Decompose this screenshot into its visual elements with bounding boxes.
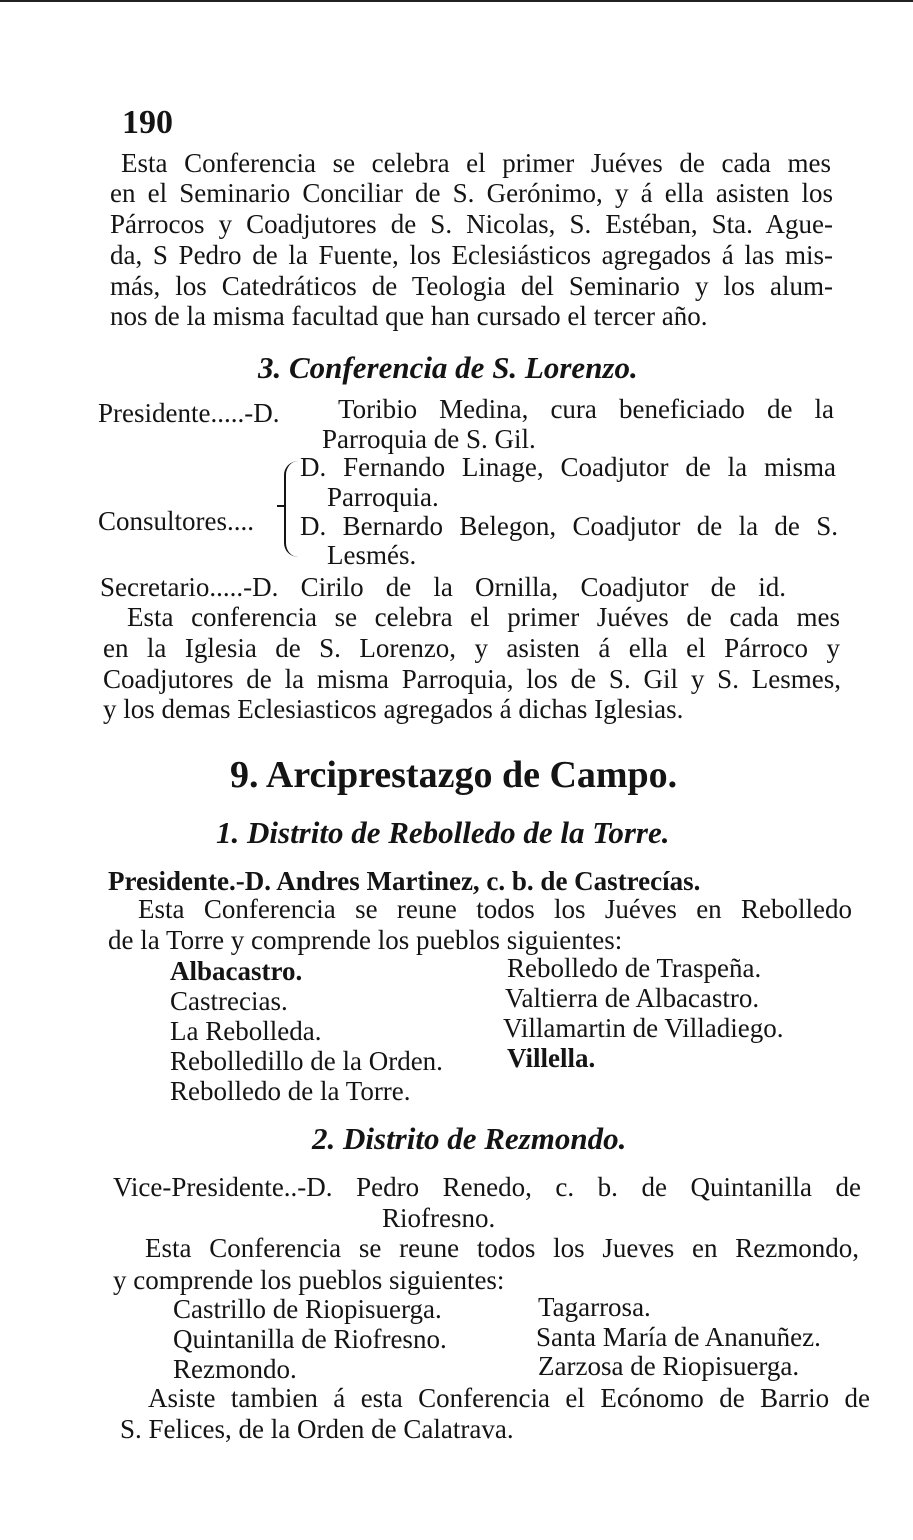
vice-presidente-line-2: Riofresno.	[382, 1203, 496, 1233]
pueblo-villella: Villella.	[507, 1043, 596, 1073]
presidente-name-line-1: Toribio Medina, cura beneficiado de la	[338, 394, 834, 424]
distrito-2-final-line-1: Asiste tambien á esta Conferencia el Ecónomo de Barrio de	[148, 1383, 870, 1413]
intro-line-3: Párrocos y Coadjutores de S. Nicolas, S. Estéban, Sta. Ague-	[110, 209, 833, 239]
intro-line-1: Esta Conferencia se celebra el primer Juéves de cada mes	[121, 148, 831, 178]
pueblo-rebolledo-traspena: Rebolledo de Traspeña.	[507, 953, 762, 983]
consultor-2-line-1: D. Bernardo Belegon, Coadjutor de la de S.	[300, 511, 838, 541]
pueblo-rebolledo-torre: Rebolledo de la Torre.	[170, 1076, 411, 1106]
consultor-1-line-1: D. Fernando Linage, Coadjutor de la misma	[300, 452, 836, 482]
intro-line-5: más, los Catedráticos de Teologia del Seminario y los alum-	[110, 271, 833, 301]
distrito-1-desc-line-1: Esta Conferencia se reune todos los Juéves en Rebolledo	[138, 894, 852, 924]
arciprestazgo-heading: 9. Arciprestazgo de Campo.	[230, 754, 678, 796]
secretario-line: Secretario.....-D. Cirilo de la Ornilla, Coadjutor de id.	[100, 572, 786, 602]
distrito-2-desc-line-2: y comprende los pueblos siguientes:	[113, 1265, 505, 1295]
page-number: 190	[122, 104, 173, 141]
conf3-desc-line-4: y los demas Eclesiasticos agregados á dichas Iglesias.	[103, 694, 684, 724]
pueblo-rezmondo: Rezmondo.	[173, 1354, 297, 1384]
distrito-2-final-line-2: S. Felices, de la Orden de Calatrava.	[120, 1414, 514, 1444]
consultores-brace	[284, 461, 300, 557]
consultor-1-line-2: Parroquia.	[327, 482, 439, 512]
pueblo-castrecias: Castrecias.	[170, 986, 288, 1016]
pueblo-quintanilla: Quintanilla de Riofresno.	[173, 1324, 447, 1354]
pueblo-tagarrosa: Tagarrosa.	[538, 1292, 651, 1322]
pueblo-albacastro: Albacastro.	[170, 956, 303, 986]
consultores-label: Consultores....	[98, 506, 255, 536]
pueblo-santa-maria: Santa María de Ananuñez.	[536, 1322, 821, 1352]
conf3-desc-line-2: en la Iglesia de S. Lorenzo, y asisten á ella el Párroco y	[103, 633, 840, 663]
pueblo-villamartin: Villamartin de Villadiego.	[503, 1013, 784, 1043]
conf3-desc-line-1: Esta conferencia se celebra el primer Juéves de cada mes	[127, 602, 840, 632]
distrito-1-desc-line-2: de la Torre y comprende los pueblos siguientes:	[108, 925, 623, 955]
distrito-1-heading: 1. Distrito de Rebolledo de la Torre.	[216, 815, 670, 850]
intro-line-6: nos de la misma facultad que han cursado el tercer año.	[110, 301, 708, 331]
distrito-2-heading: 2. Distrito de Rezmondo.	[312, 1121, 627, 1156]
conferencia-3-heading: 3. Conferencia de S. Lorenzo.	[258, 350, 638, 385]
pueblo-la-rebolleda: La Rebolleda.	[170, 1016, 322, 1046]
presidente-name-line-2: Parroquia de S. Gil.	[322, 424, 536, 454]
pueblo-castrillo: Castrillo de Riopisuerga.	[173, 1294, 442, 1324]
intro-line-4: da, S Pedro de la Fuente, los Eclesiásticos agregados á las mis-	[110, 240, 833, 270]
intro-line-2: en el Seminario Conciliar de S. Gerónimo, y á ella asisten los	[110, 178, 833, 208]
vice-presidente-line-1: Vice-Presidente..-D. Pedro Renedo, c. b. de Quintanilla de	[113, 1172, 861, 1202]
top-border-line	[0, 0, 913, 2]
distrito-1-presidente: Presidente.-D. Andres Martinez, c. b. de Castrecías.	[108, 866, 701, 896]
pueblo-valtierra: Valtierra de Albacastro.	[505, 983, 760, 1013]
consultor-2-line-2: Lesmés.	[327, 540, 417, 570]
conf3-desc-line-3: Coadjutores de la misma Parroquia, los de S. Gil y S. Lesmes,	[103, 664, 841, 694]
pueblo-rebolledillo: Rebolledillo de la Orden.	[170, 1046, 443, 1076]
presidente-label: Presidente.....-D.	[98, 398, 280, 428]
pueblo-zarzosa: Zarzosa de Riopisuerga.	[538, 1351, 800, 1381]
distrito-2-desc-line-1: Esta Conferencia se reune todos los Jueves en Rezmondo,	[145, 1233, 859, 1263]
